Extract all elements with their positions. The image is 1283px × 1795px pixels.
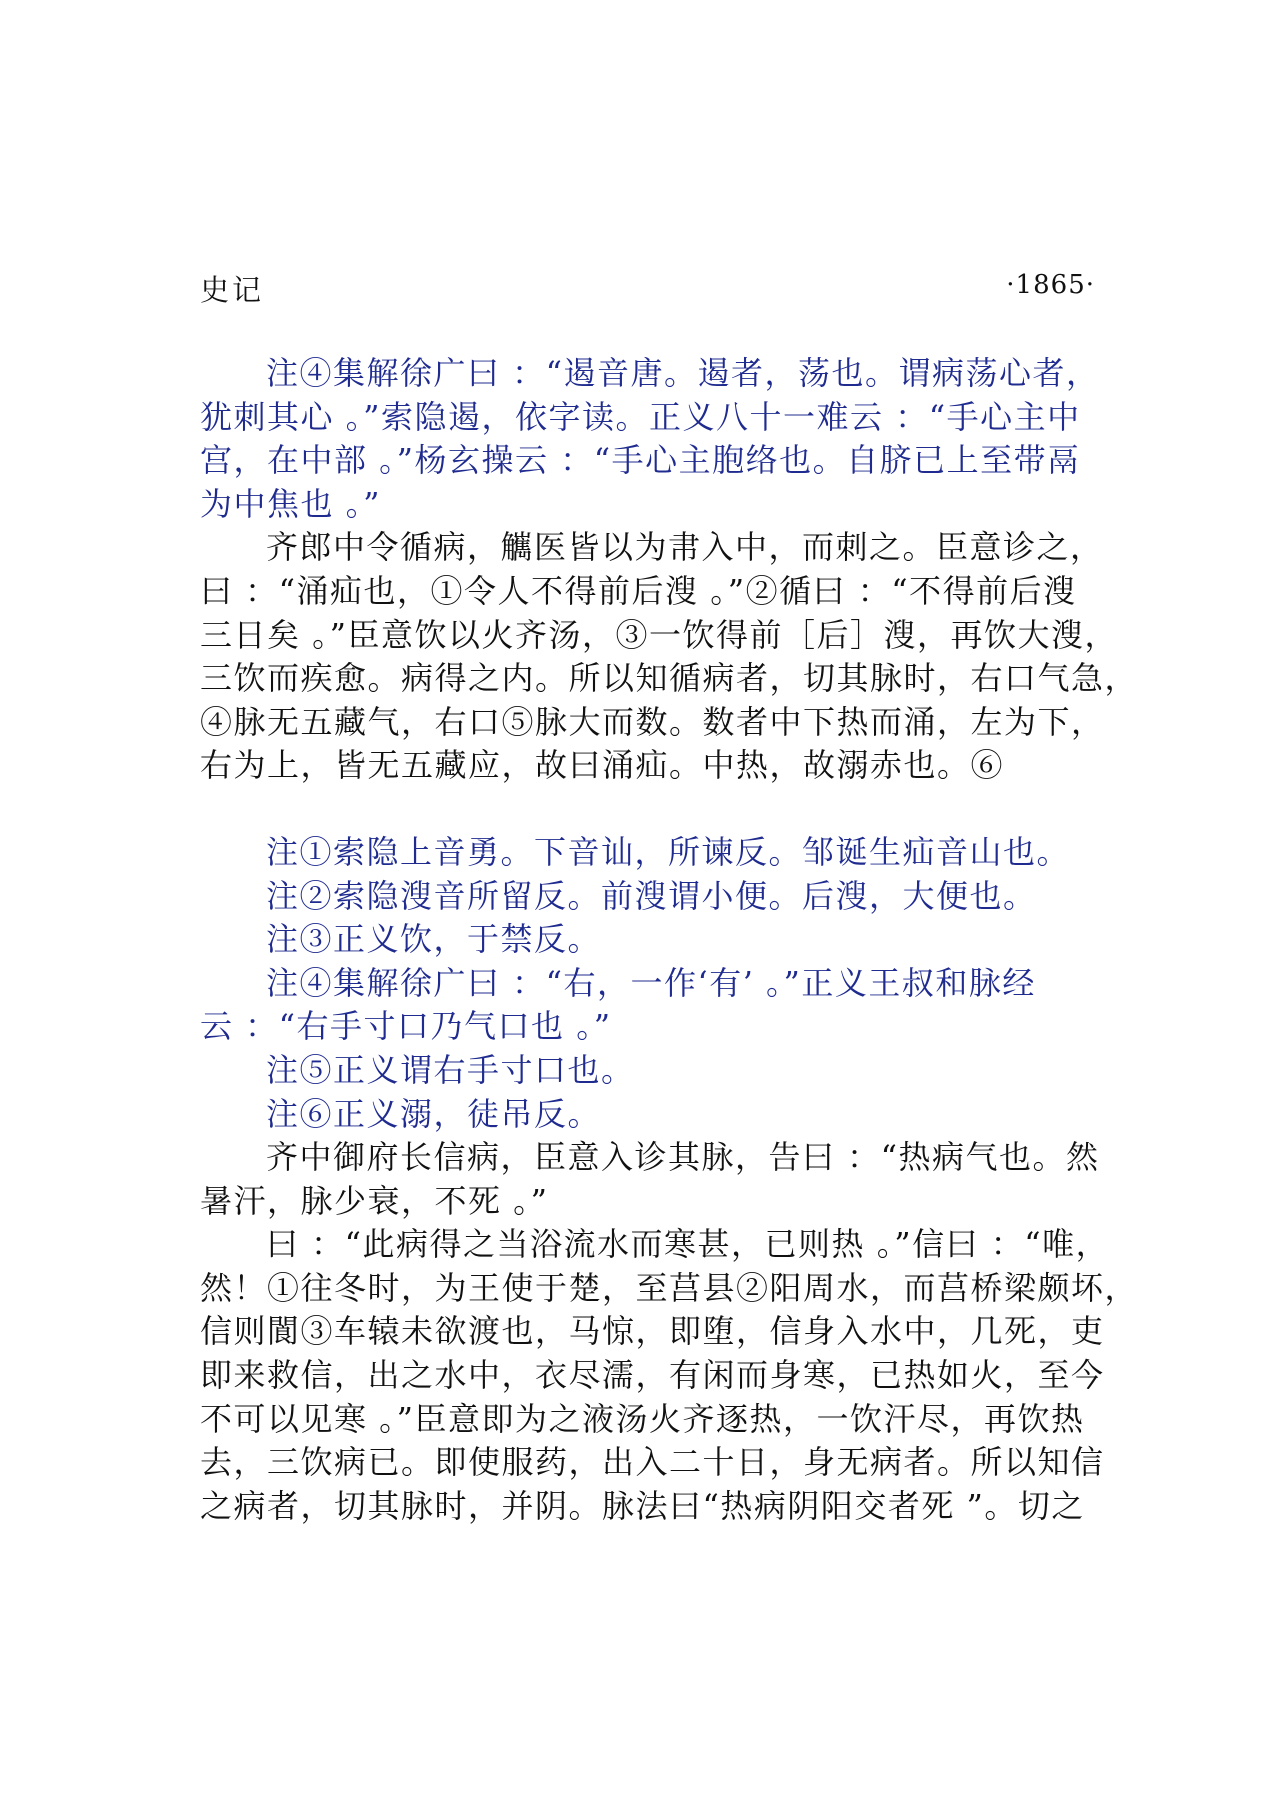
text-line: 三日矣 。”臣意饮以火齐汤，③一饮得前［后］溲，再饮大溲， xyxy=(200,615,1119,654)
annotation-paragraph xyxy=(200,962,1110,1049)
text-line: 信则閬③车辕未欲渡也，马惊，即堕，信身入水中，几死，吏 xyxy=(200,1312,1105,1351)
annotation-line: 注③正义饮，于禁反。 xyxy=(266,920,602,959)
annotation-line: 为中焦也 。” xyxy=(200,484,382,523)
text-line: 齐中御府长信病，臣意入诊其脉，告曰 ：“热病气也。然 xyxy=(266,1138,1100,1177)
annotation-paragraph xyxy=(200,1049,1110,1093)
text-line: 曰 ：“此病得之当浴流水而寒甚，已则热 。”信曰 ：“唯， xyxy=(266,1225,1110,1264)
annotation-line: 宫，在中部 。”杨玄操云 ：“手心主胞络也。自脐已上至带鬲 xyxy=(200,441,1081,480)
page-header xyxy=(200,268,1095,308)
text-line: 曰 ：“涌疝也，①令人不得前后溲 。”②循曰 ：“不得前后溲 xyxy=(200,571,1077,610)
text-line: 齐郎中令循病，觽医皆以为帇入中，而刺之。臣意诊之， xyxy=(266,528,1104,567)
text-line: 去，三饮病已。即使服药，出入二十日，身无病者。所以知信 xyxy=(200,1443,1105,1482)
annotation-paragraph xyxy=(200,1093,1110,1137)
text-line: 三饮而疾愈。病得之内。所以知循病者，切其脉时，右口气急， xyxy=(200,659,1139,698)
text-paragraph xyxy=(200,526,1139,788)
text-line: 右为上，皆无五藏应，故曰涌疝。中热，故溺赤也。⑥ xyxy=(200,746,1005,785)
text-paragraph xyxy=(200,1223,1139,1528)
text-line: 暑汗，脉少衰，不死 。” xyxy=(200,1181,549,1220)
annotation-paragraph xyxy=(200,875,1110,919)
annotation-line: 注④集解徐广曰 ：“遏音唐。遏者，荡也。谓病荡心者， xyxy=(266,354,1100,392)
annotation-line: 注①索隐上音勇。下音讪，所谏反。邹诞生疝音山也。 xyxy=(266,832,1071,871)
annotation-line: 注②索隐溲音所留反。前溲谓小便。后溲，大便也。 xyxy=(266,876,1037,915)
annotation-paragraph xyxy=(200,831,1110,875)
running-title: 史记 xyxy=(200,273,265,307)
annotation-line: 云 ：“右手寸口乃气口也 。” xyxy=(200,1007,612,1046)
annotation-paragraph xyxy=(200,918,1110,962)
annotation-line: 注⑥正义溺，徒吊反。 xyxy=(266,1094,602,1133)
annotation-paragraph xyxy=(200,352,1110,526)
annotation-line: 注④集解徐广曰 ：“右，一作‘有’ 。”正义王叔和脉经 xyxy=(266,963,1036,1002)
text-line: 然！①往冬时，为王使于楚，至莒县②阳周水，而莒桥梁颇坏， xyxy=(200,1268,1139,1307)
text-line: ④脉无五藏气，右口⑤脉大而数。数者中下热而涌，左为下， xyxy=(200,702,1105,741)
text-line: 即来救信，出之水中，衣尽濡，有闲而身寒，已热如火，至今 xyxy=(200,1356,1105,1395)
page-number: ·1865· xyxy=(1006,270,1095,300)
text-paragraph xyxy=(200,1136,1110,1223)
paragraph-spacer xyxy=(200,788,1110,831)
page-body xyxy=(200,352,1139,1528)
annotation-line: 犹刺其心 。”索隐遏，依字读。正义八十一难云 ：“手心主中 xyxy=(200,397,1081,436)
annotation-line: 注⑤正义谓右手寸口也。 xyxy=(266,1050,635,1089)
text-line: 之病者，切其脉时，并阴。脉法曰“热病阴阳交者死 ”。切之 xyxy=(200,1486,1085,1525)
text-line: 不可以见寒 。”臣意即为之液汤火齐逐热，一饮汗尽，再饮热 xyxy=(200,1399,1085,1438)
